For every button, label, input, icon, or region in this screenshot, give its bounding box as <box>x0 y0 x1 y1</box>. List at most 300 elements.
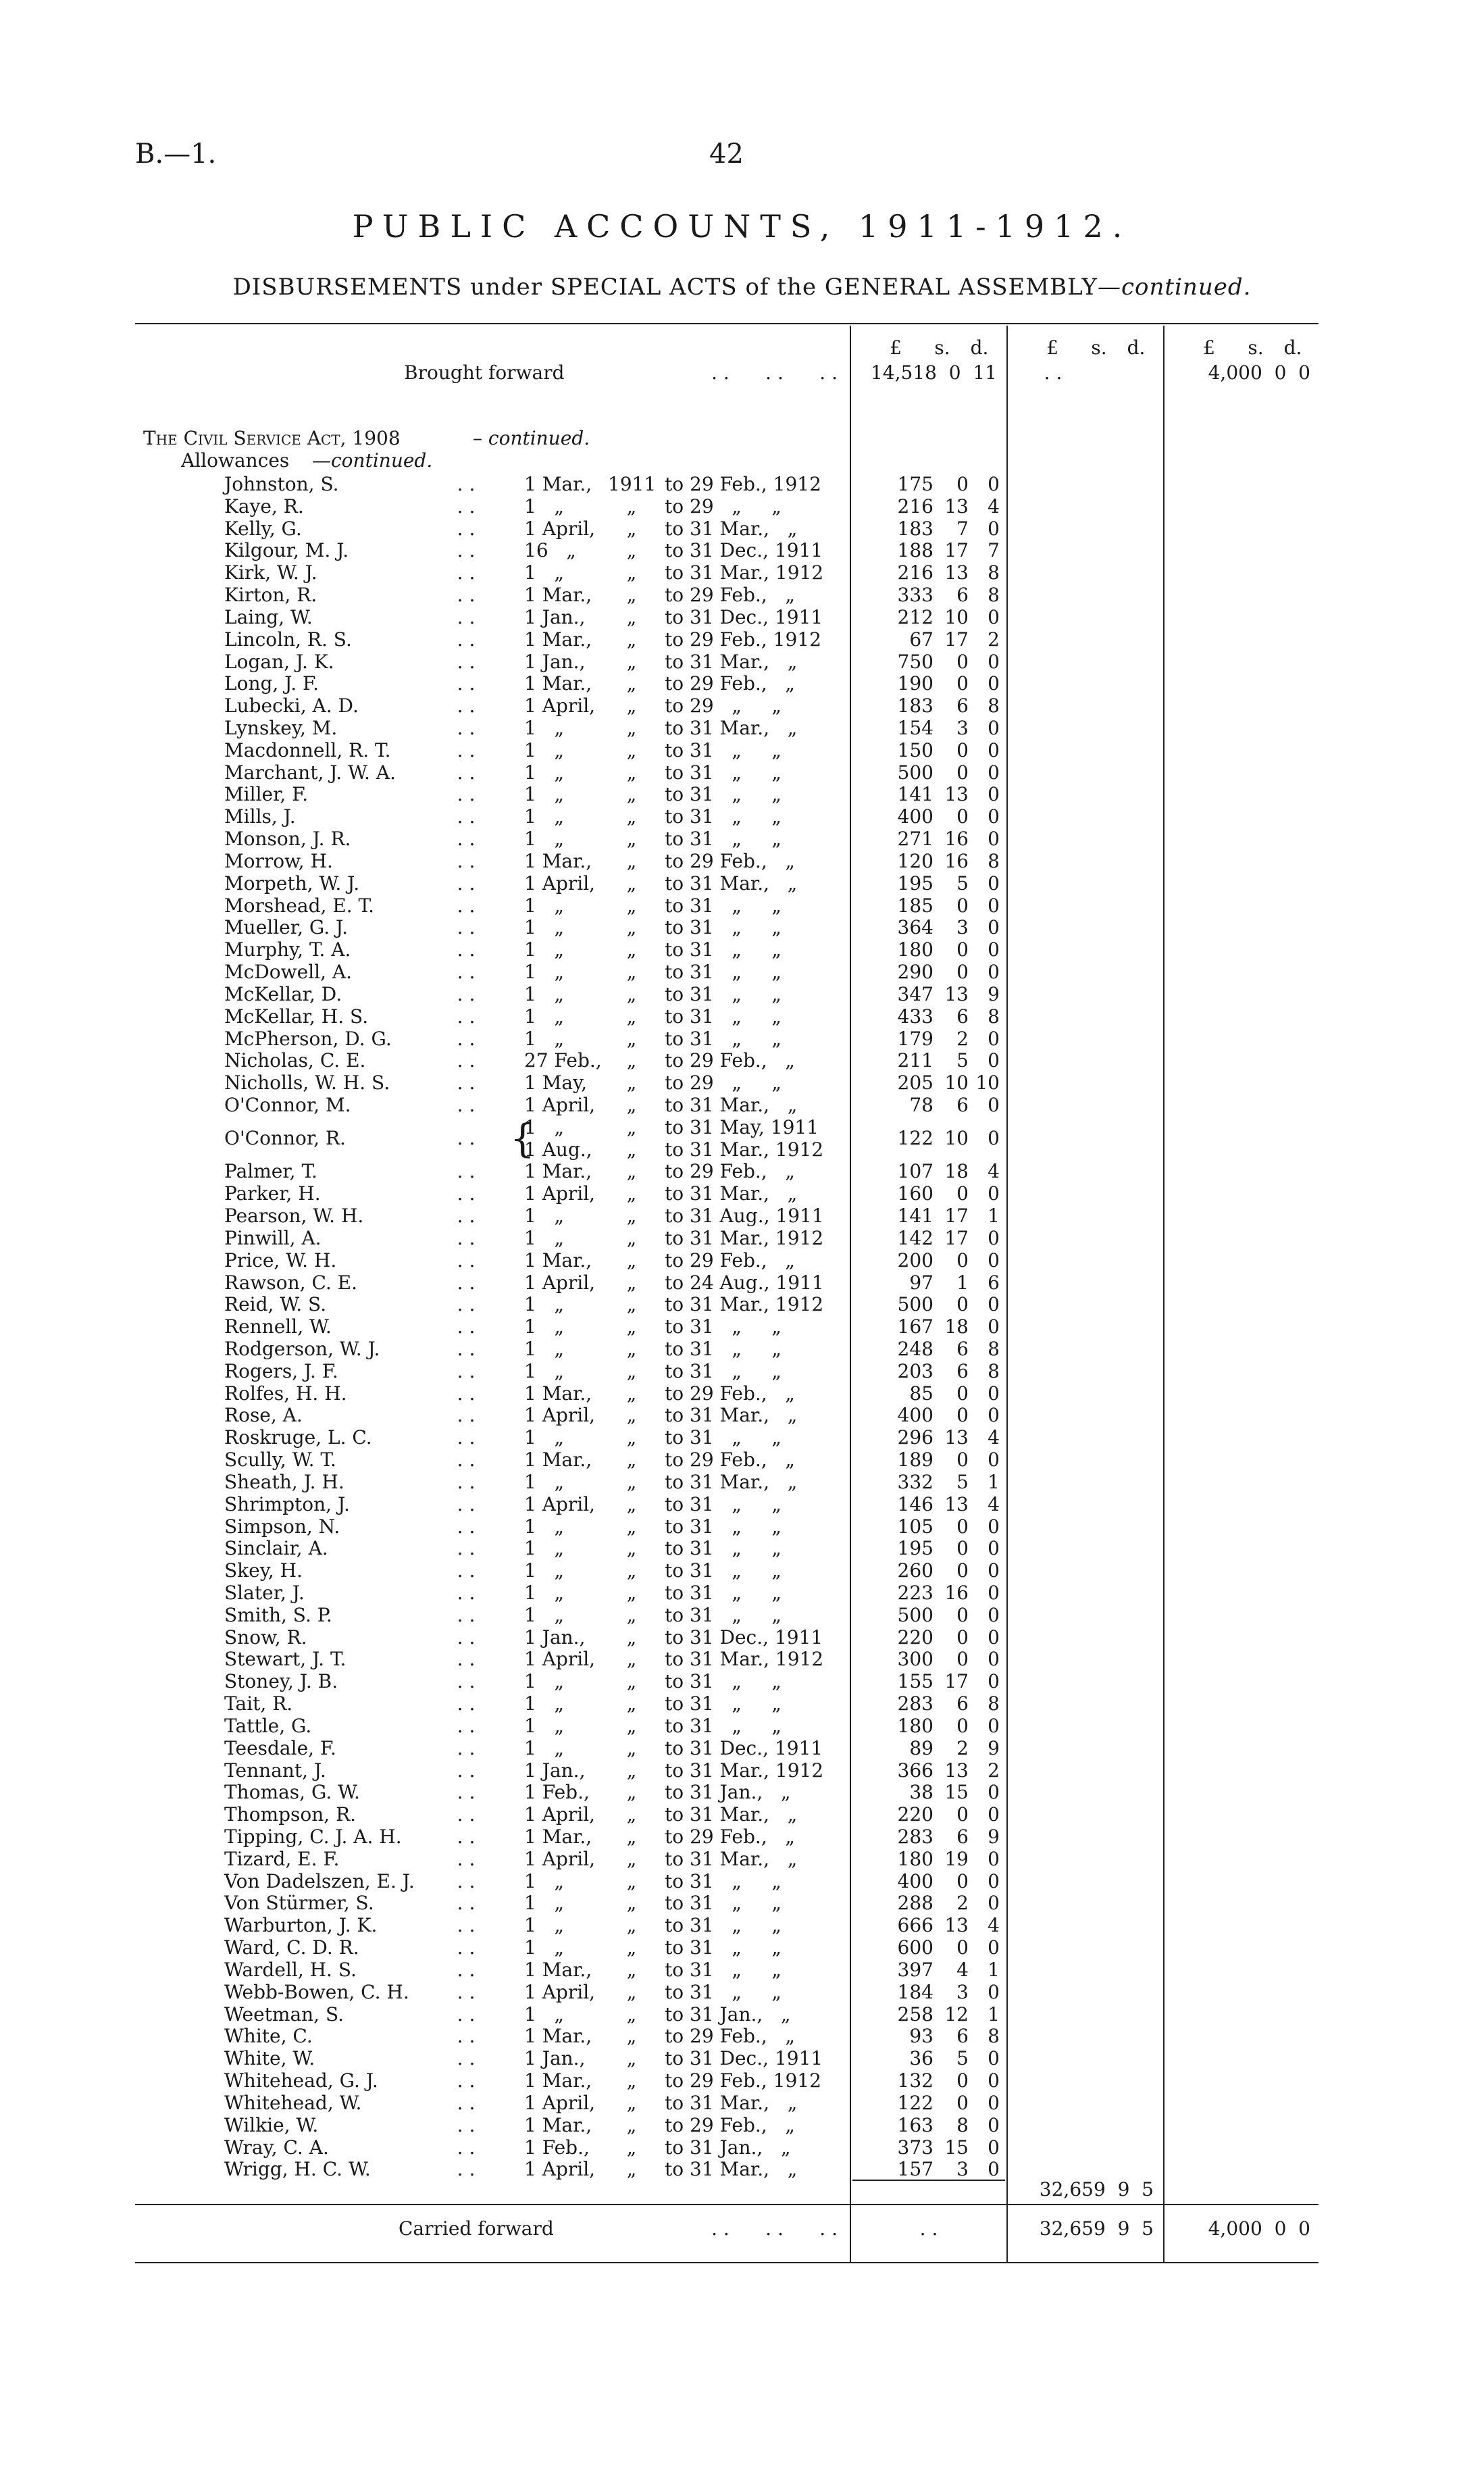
amount-pence: 8 <box>988 1005 1000 1028</box>
row-leaders: . . <box>457 1426 476 1449</box>
amount-shillings: 2 <box>956 1027 969 1050</box>
amount-pence: 0 <box>988 2158 1000 2181</box>
row-leaders: . . <box>457 695 476 718</box>
amount-pence: 0 <box>988 1404 1000 1427</box>
payee-name: Mills, J. <box>224 805 296 828</box>
period-from-year: „ <box>626 738 637 761</box>
payee-name: Kirton, R. <box>224 584 317 607</box>
row-leaders: . . <box>457 849 476 872</box>
row-leaders: . . <box>457 628 476 651</box>
period-start: 1 April, <box>524 1803 596 1826</box>
amount-pounds: 105 <box>897 1515 933 1538</box>
period-end: to 31 „ „ <box>665 1936 782 1959</box>
period-from-year: „ <box>626 1648 637 1671</box>
shillings-header: s. <box>1091 336 1107 359</box>
period-from-year: „ <box>626 1027 637 1050</box>
period-start: 1 April, <box>524 1648 596 1671</box>
amount-pounds: 85 <box>909 1382 933 1405</box>
period-from-year: „ <box>626 1005 637 1028</box>
period-start: 1 „ <box>524 1559 565 1582</box>
period-end: to 29 Feb., „ <box>665 584 795 607</box>
row-leaders: . . <box>457 1582 476 1604</box>
payee-name: Stoney, J. B. <box>224 1670 338 1693</box>
period-start: 1 Mar., <box>524 2113 592 2136</box>
amount-pounds: 122 <box>897 1127 933 1150</box>
period-start: 1 Mar., <box>524 1382 592 1405</box>
period-end: to 31 Mar., „ <box>665 2158 798 2181</box>
period-start: 1 „ <box>524 894 565 917</box>
amount-shillings: 0 <box>956 672 969 695</box>
period-from-year: „ <box>626 495 637 518</box>
amount-pounds: 332 <box>897 1470 933 1493</box>
amount-pounds: 167 <box>897 1315 933 1338</box>
amount-pounds: 150 <box>897 738 933 761</box>
payee-name: Scully, W. T. <box>224 1449 336 1471</box>
period-start: 1 „ <box>524 1869 565 1892</box>
period-start: 1 „ <box>524 1027 565 1050</box>
amount-pounds: 666 <box>897 1914 933 1937</box>
amount-shillings: 16 <box>944 828 969 851</box>
period-end: to 31 „ „ <box>665 1515 782 1538</box>
period-from-year: „ <box>626 2003 637 2025</box>
period-start: 1 Jan., <box>524 2047 586 2070</box>
period-end: to 29 Feb., „ <box>665 1826 795 1848</box>
period-end: to 31 „ „ <box>665 1005 782 1028</box>
period-from-year: „ <box>626 1582 637 1604</box>
amount-pence: 0 <box>988 2069 1000 2092</box>
amount-pounds: 183 <box>897 517 933 540</box>
period-from-year: „ <box>626 2069 637 2092</box>
period-from-year: „ <box>626 1271 637 1294</box>
amount-pence: 0 <box>988 805 1000 828</box>
row-leaders: . . <box>457 894 476 917</box>
period-start: 1 „ <box>524 1914 565 1937</box>
amount-pounds: 397 <box>897 1958 933 1981</box>
amount-pence: 0 <box>988 2091 1000 2114</box>
amount-shillings: 8 <box>956 2113 969 2136</box>
period-end: to 31 „ „ <box>665 982 782 1005</box>
amount-pence: 1 <box>988 1958 1000 1981</box>
amount-shillings: 5 <box>956 2047 969 2070</box>
payee-name: Miller, F. <box>224 783 309 806</box>
row-leaders: . . <box>457 1449 476 1471</box>
period-from-year: „ <box>626 2136 637 2159</box>
amount-pounds: 89 <box>909 1736 933 1759</box>
payee-name: Nicholas, C. E. <box>224 1049 366 1072</box>
payee-name: Thomas, G. W. <box>224 1781 360 1804</box>
period-end-2: to 31 Mar., 1912 <box>665 1138 824 1161</box>
amount-pence: 0 <box>988 1537 1000 1560</box>
amount-pounds: 211 <box>897 1049 933 1072</box>
period-from-year: „ <box>626 1980 637 2003</box>
payee-name: Pinwill, A. <box>224 1226 322 1249</box>
period-start: 1 Mar., <box>524 1449 592 1471</box>
row-leaders: . . <box>457 1271 476 1294</box>
amount-shillings: 0 <box>956 938 969 961</box>
amount-pence: 0 <box>988 1648 1000 1671</box>
page-title: PUBLIC ACCOUNTS, 1911-1912. <box>352 208 1132 245</box>
period-from-year: „ <box>626 849 637 872</box>
period-start: 1 „ <box>524 1736 565 1759</box>
period-start: 1 Feb., <box>524 1781 590 1804</box>
payee-name: Macdonnell, R. T. <box>224 738 391 761</box>
payee-name: Sinclair, A. <box>224 1537 328 1560</box>
period-end: to 31 Jan., „ <box>665 2136 791 2159</box>
amount-shillings: 18 <box>944 1160 969 1183</box>
amount-pounds: 160 <box>897 1182 933 1205</box>
amount-pence: 4 <box>988 1492 1000 1515</box>
period-start-2: 1 Aug., <box>524 1138 592 1161</box>
row-leaders: . . <box>457 1736 476 1759</box>
amount-pounds: 260 <box>897 1559 933 1582</box>
payee-name: Simpson, N. <box>224 1515 340 1538</box>
amount-pence: 0 <box>988 1293 1000 1316</box>
period-start: 1 „ <box>524 1315 565 1338</box>
period-from-year: „ <box>626 2091 637 2114</box>
payee-name: Palmer, T. <box>224 1160 317 1183</box>
amount-pounds: 400 <box>897 805 933 828</box>
period-end: to 31 „ „ <box>665 1958 782 1981</box>
amount-pounds: 220 <box>897 1626 933 1649</box>
amount-pence: 0 <box>988 783 1000 806</box>
period-start: 1 „ <box>524 1115 565 1138</box>
period-start: 1 „ <box>524 805 565 828</box>
row-leaders: . . <box>457 805 476 828</box>
amount-shillings: 0 <box>956 1404 969 1427</box>
period-start: 1 Mar., <box>524 2069 592 2092</box>
period-end: to 29 Feb., „ <box>665 2113 795 2136</box>
payee-name: Logan, J. K. <box>224 650 334 673</box>
amount-shillings: 6 <box>956 1826 969 1848</box>
period-end: to 31 „ „ <box>665 1714 782 1737</box>
amount-pence: 6 <box>988 1271 1000 1294</box>
period-start: 1 „ <box>524 1359 565 1382</box>
period-end: to 31 Mar., „ <box>665 717 798 740</box>
amount-pounds: 180 <box>897 1714 933 1737</box>
period-from-year: „ <box>626 1515 637 1538</box>
payee-name: Snow, R. <box>224 1626 307 1649</box>
row-leaders: . . <box>457 473 476 495</box>
amount-shillings: 13 <box>944 495 969 518</box>
period-end: to 31 Mar., „ <box>665 650 798 673</box>
period-end: to 31 Mar., 1912 <box>665 1648 824 1671</box>
period-end: to 31 Mar., „ <box>665 1803 798 1826</box>
period-end: to 29 „ „ <box>665 695 782 718</box>
amount-pence: 0 <box>988 938 1000 961</box>
amount-shillings: 0 <box>956 1603 969 1626</box>
carried-forward-leaders: . . . . . . <box>711 2217 838 2240</box>
amount-pence: 4 <box>988 495 1000 518</box>
period-start: 1 April, <box>524 2091 596 2114</box>
period-from-year: „ <box>626 1626 637 1649</box>
row-leaders: . . <box>457 1648 476 1671</box>
amount-pounds: 283 <box>897 1692 933 1715</box>
amount-pence: 0 <box>988 517 1000 540</box>
period-start: 1 „ <box>524 938 565 961</box>
amount-pence: 8 <box>988 695 1000 718</box>
period-end: to 31 Mar., „ <box>665 1093 798 1116</box>
amount-pounds: 107 <box>897 1160 933 1183</box>
amount-pounds: 500 <box>897 1603 933 1626</box>
period-end: to 29 Feb., 1912 <box>665 2069 821 2092</box>
amount-shillings: 15 <box>944 1781 969 1804</box>
amount-pounds: 132 <box>897 2069 933 2092</box>
subtitle-continued: —continued. <box>1097 274 1252 301</box>
amount-pence: 2 <box>988 1759 1000 1782</box>
amount-shillings: 0 <box>956 1449 969 1471</box>
period-start: 1 Mar., <box>524 1826 592 1848</box>
amount-pounds: 433 <box>897 1005 933 1028</box>
amount-pence: 10 <box>975 1072 1000 1094</box>
amount-pounds: 271 <box>897 828 933 851</box>
period-end: to 31 „ „ <box>665 1359 782 1382</box>
period-end: to 31 Mar., „ <box>665 2091 798 2114</box>
amount-pence: 0 <box>988 1803 1000 1826</box>
period-from-year: „ <box>626 1759 637 1782</box>
column-divider-3 <box>1163 326 1165 2263</box>
amount-pence: 0 <box>988 961 1000 984</box>
amount-pounds: 179 <box>897 1027 933 1050</box>
row-leaders: . . <box>457 2047 476 2070</box>
amount-shillings: 15 <box>944 2136 969 2159</box>
period-from-year: „ <box>626 1382 637 1405</box>
page-subtitle <box>0 274 1484 301</box>
period-from-year: „ <box>626 1847 637 1870</box>
amount-pence: 0 <box>988 1449 1000 1471</box>
brought-forward-col1: 14,518 0 11 <box>870 361 997 384</box>
amount-pounds: 142 <box>897 1226 933 1249</box>
row-leaders: . . <box>457 584 476 607</box>
period-start: 1 Feb., <box>524 2136 590 2159</box>
row-leaders: . . <box>457 1936 476 1959</box>
row-leaders: . . <box>457 761 476 784</box>
amount-shillings: 7 <box>956 517 969 540</box>
period-start: 1 „ <box>524 828 565 851</box>
amount-pounds: 78 <box>909 1093 933 1116</box>
period-start: 1 „ <box>524 495 565 518</box>
amount-pence: 1 <box>988 1205 1000 1228</box>
period-from-year: „ <box>626 1869 637 1892</box>
period-from-year: „ <box>626 650 637 673</box>
amount-pounds: 212 <box>897 605 933 628</box>
row-leaders: . . <box>457 1958 476 1981</box>
period-end: to 29 Feb., „ <box>665 1049 795 1072</box>
subtitle-main: DISBURSEMENTS under SPECIAL ACTS of the GENERAL ASSEMBLY <box>232 274 1098 301</box>
amount-pounds: 120 <box>897 849 933 872</box>
amount-pounds: 122 <box>897 2091 933 2114</box>
period-from-year: „ <box>626 1603 637 1626</box>
row-leaders: . . <box>457 1404 476 1427</box>
amount-pounds: 290 <box>897 961 933 984</box>
page-number: 42 <box>709 139 744 170</box>
amount-pounds: 93 <box>909 2025 933 2048</box>
period-end: to 29 Feb., „ <box>665 2025 795 2048</box>
amount-pence: 0 <box>988 1027 1000 1050</box>
row-leaders: . . <box>457 1249 476 1272</box>
period-start: 1 April, <box>524 872 596 895</box>
period-from-year: „ <box>626 2113 637 2136</box>
amount-pence: 8 <box>988 1337 1000 1360</box>
payee-name: Rennell, W. <box>224 1315 332 1338</box>
payee-name: Reid, W. S. <box>224 1293 327 1316</box>
payee-name: Lubecki, A. D. <box>224 695 359 718</box>
amount-pence: 0 <box>988 1093 1000 1116</box>
amount-pounds: 500 <box>897 761 933 784</box>
period-from-year: „ <box>626 1826 637 1848</box>
payee-name: Johnston, S. <box>224 473 339 495</box>
row-leaders: . . <box>457 1127 476 1150</box>
row-leaders: . . <box>457 1626 476 1649</box>
amount-pence: 0 <box>988 1249 1000 1272</box>
row-leaders: . . <box>457 783 476 806</box>
amount-shillings: 6 <box>956 1692 969 1715</box>
amount-pounds: 141 <box>897 783 933 806</box>
period-start: 1 April, <box>524 517 596 540</box>
carried-forward-col1: . . <box>919 2217 938 2240</box>
amount-shillings: 5 <box>956 872 969 895</box>
row-leaders: . . <box>457 1714 476 1737</box>
amount-pence: 0 <box>988 1382 1000 1405</box>
amount-shillings: 6 <box>956 1005 969 1028</box>
row-leaders: . . <box>457 2113 476 2136</box>
amount-shillings: 5 <box>956 1470 969 1493</box>
period-start: 1 „ <box>524 1470 565 1493</box>
period-from-year: „ <box>626 2047 637 2070</box>
row-leaders: . . <box>457 1781 476 1804</box>
payee-name: Murphy, T. A. <box>224 938 351 961</box>
period-end: to 31 „ „ <box>665 1027 782 1050</box>
row-leaders: . . <box>457 1027 476 1050</box>
period-end: to 31 Dec., 1911 <box>665 605 823 628</box>
row-leaders: . . <box>457 1359 476 1382</box>
period-start: 1 „ <box>524 1936 565 1959</box>
amount-shillings: 0 <box>956 1537 969 1560</box>
period-end: to 31 Mar., 1912 <box>665 1293 824 1316</box>
amount-shillings: 0 <box>956 2091 969 2114</box>
amount-shillings: 3 <box>956 1980 969 2003</box>
amount-shillings: 6 <box>956 1337 969 1360</box>
payee-name: Wray, C. A. <box>224 2136 329 2159</box>
period-start: 1 „ <box>524 1515 565 1538</box>
period-from-year: „ <box>626 561 637 584</box>
row-leaders: . . <box>457 2158 476 2181</box>
row-leaders: . . <box>457 1182 476 1205</box>
period-start: 1 Mar., <box>524 849 592 872</box>
period-end: to 31 Mar., „ <box>665 517 798 540</box>
row-leaders: . . <box>457 738 476 761</box>
subheading: Allowances <box>181 449 290 472</box>
period-start: 1 „ <box>524 1005 565 1028</box>
amount-shillings: 13 <box>944 561 969 584</box>
payee-name: Slater, J. <box>224 1582 305 1604</box>
amount-pounds: 200 <box>897 1249 933 1272</box>
period-from-year: 1911 <box>608 473 657 495</box>
payee-name: Von Dadelszen, E. J. <box>224 1869 415 1892</box>
period-from-year: „ <box>626 761 637 784</box>
period-from-year: „ <box>626 894 637 917</box>
period-start: 1 May, <box>524 1072 588 1094</box>
payee-name: Ward, C. D. R. <box>224 1936 359 1959</box>
amount-pence: 8 <box>988 561 1000 584</box>
amount-pence: 9 <box>988 1826 1000 1848</box>
amount-shillings: 0 <box>956 1869 969 1892</box>
amount-shillings: 13 <box>944 1759 969 1782</box>
period-end: to 31 Mar., „ <box>665 1404 798 1427</box>
period-end: to 31 „ „ <box>665 738 782 761</box>
amount-shillings: 3 <box>956 916 969 939</box>
payee-name: Smith, S. P. <box>224 1603 332 1626</box>
payee-name: Von Stürmer, S. <box>224 1892 374 1915</box>
amount-shillings: 13 <box>944 783 969 806</box>
payee-name: Whitehead, W. <box>224 2091 362 2114</box>
amount-pence: 0 <box>988 1127 1000 1150</box>
amount-shillings: 17 <box>944 1205 969 1228</box>
amount-pence: 1 <box>988 1470 1000 1493</box>
amount-pounds: 296 <box>897 1426 933 1449</box>
row-leaders: . . <box>457 1093 476 1116</box>
payee-name: Kirk, W. J. <box>224 561 317 584</box>
pound-sign-header: £ <box>890 336 902 359</box>
period-end: to 31 „ „ <box>665 916 782 939</box>
amount-pounds: 248 <box>897 1337 933 1360</box>
column-divider-2 <box>1006 326 1008 2263</box>
period-end: to 31 „ „ <box>665 961 782 984</box>
period-end: to 31 „ „ <box>665 1869 782 1892</box>
amount-pounds: 67 <box>909 628 933 651</box>
payee-name: Kilgour, M. J. <box>224 539 349 562</box>
row-leaders: . . <box>457 717 476 740</box>
amount-pounds: 364 <box>897 916 933 939</box>
period-start: 1 Mar., <box>524 1160 592 1183</box>
amount-pounds: 216 <box>897 561 933 584</box>
period-start: 1 April, <box>524 1271 596 1294</box>
amount-shillings: 3 <box>956 717 969 740</box>
row-leaders: . . <box>457 872 476 895</box>
carried-forward-label: Carried forward <box>399 2217 554 2240</box>
period-from-year: „ <box>626 717 637 740</box>
payee-name: Nicholls, W. H. S. <box>224 1072 390 1094</box>
section-heading-continued: – continued. <box>473 427 590 449</box>
payee-name: Teesdale, F. <box>224 1736 336 1759</box>
row-leaders: . . <box>457 561 476 584</box>
period-start: 1 Mar., <box>524 1249 592 1272</box>
period-from-year: „ <box>626 628 637 651</box>
period-end: to 29 Feb., 1912 <box>665 628 821 651</box>
row-leaders: . . <box>457 1559 476 1582</box>
period-end: to 29 Feb., „ <box>665 1449 795 1471</box>
payee-name: McDowell, A. <box>224 961 353 984</box>
amount-shillings: 12 <box>944 2003 969 2025</box>
payee-name: Wardell, H. S. <box>224 1958 357 1981</box>
amount-shillings: 0 <box>956 1182 969 1205</box>
amount-pence: 0 <box>988 605 1000 628</box>
amount-pence: 0 <box>988 1781 1000 1804</box>
period-from-year: „ <box>626 1736 637 1759</box>
amount-shillings: 10 <box>944 1072 969 1094</box>
carried-forward-col2: 32,659 9 5 <box>1039 2217 1154 2240</box>
amount-pence: 4 <box>988 1914 1000 1937</box>
payee-name: Sheath, J. H. <box>224 1470 344 1493</box>
period-end: to 31 „ „ <box>665 805 782 828</box>
period-end: to 31 „ „ <box>665 1582 782 1604</box>
payee-name: Kelly, G. <box>224 517 302 540</box>
period-from-year: „ <box>626 1249 637 1272</box>
period-end: to 31 „ „ <box>665 1670 782 1693</box>
amount-shillings: 0 <box>956 894 969 917</box>
period-start: 1 „ <box>524 1714 565 1737</box>
amount-pence: 0 <box>988 1936 1000 1959</box>
amount-pounds: 188 <box>897 539 933 562</box>
